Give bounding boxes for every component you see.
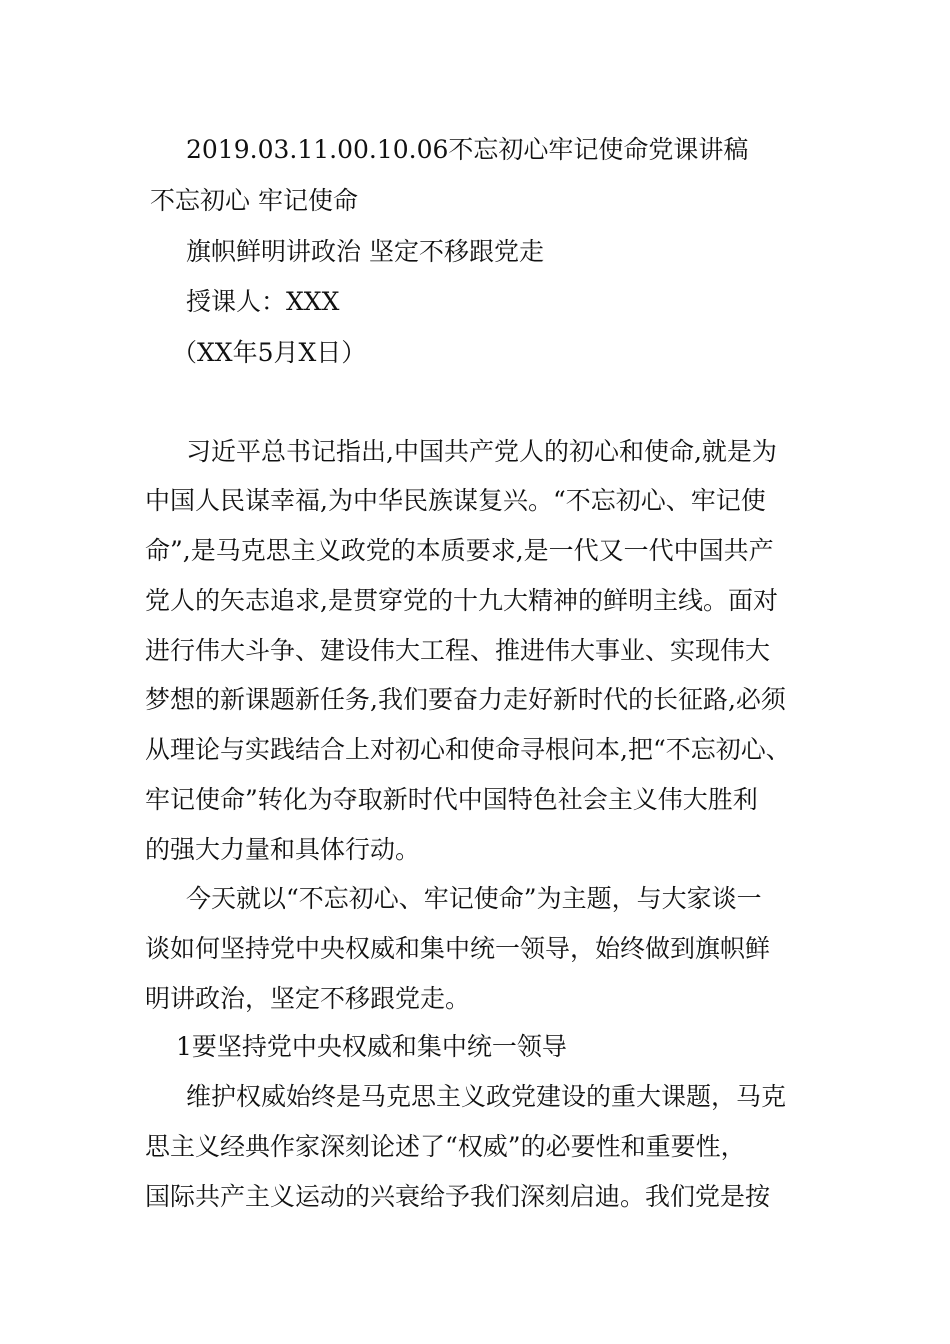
section1-heading: 1要坚持党中央权威和集中统一领导 — [176, 1032, 567, 1061]
paragraph1-line: 习近平总书记指出,中国共产党人的初心和使命,就是为 — [186, 437, 777, 466]
paragraph1-line: 从理论与实践结合上对初心和使命寻根问本,把“不忘初心、 — [145, 735, 791, 764]
lecturer-line: 授课人：XXX — [186, 287, 340, 316]
paragraph3-line: 维护权威始终是马克思主义政党建设的重大课题，马克 — [186, 1082, 787, 1111]
document-subheading: 旗帜鲜明讲政治 坚定不移跟党走 — [186, 237, 544, 266]
paragraph1-line: 梦想的新课题新任务,我们要奋力走好新时代的长征路,必须 — [145, 685, 786, 714]
paragraph1-line: 中国人民谋幸福,为中华民族谋复兴。“不忘初心、牢记使 — [145, 486, 766, 515]
paragraph1-line: 进行伟大斗争、建设伟大工程、推进伟大事业、实现伟大 — [145, 636, 771, 665]
document-title: 2019.03.11.00.10.06不忘初心牢记使命党课讲稿 — [186, 135, 749, 164]
paragraph2-line: 今天就以“不忘初心、牢记使命”为主题，与大家谈一 — [186, 884, 762, 913]
paragraph1-line: 党人的矢志追求,是贯穿党的十九大精神的鲜明主线。面对 — [145, 586, 778, 615]
date-line: （XX年5月X日） — [172, 338, 367, 367]
paragraph1-line: 的强大力量和具体行动。 — [145, 835, 421, 864]
paragraph1-line: 命”,是马克思主义政党的本质要求,是一代又一代中国共产 — [145, 536, 774, 565]
paragraph2-line: 明讲政治，坚定不移跟党走。 — [145, 984, 471, 1013]
paragraph1-line: 牢记使命”转化为夺取新时代中国特色社会主义伟大胜利 — [145, 785, 758, 814]
document-heading: 不忘初心 牢记使命 — [150, 186, 358, 215]
paragraph2-line: 谈如何坚持党中央权威和集中统一领导，始终做到旗帜鲜 — [145, 934, 771, 963]
paragraph3-line: 国际共产主义运动的兴衰给予我们深刻启迪。我们党是按 — [145, 1182, 771, 1211]
paragraph3-line: 思主义经典作家深刻论述了“权威”的必要性和重要性， — [145, 1132, 746, 1161]
